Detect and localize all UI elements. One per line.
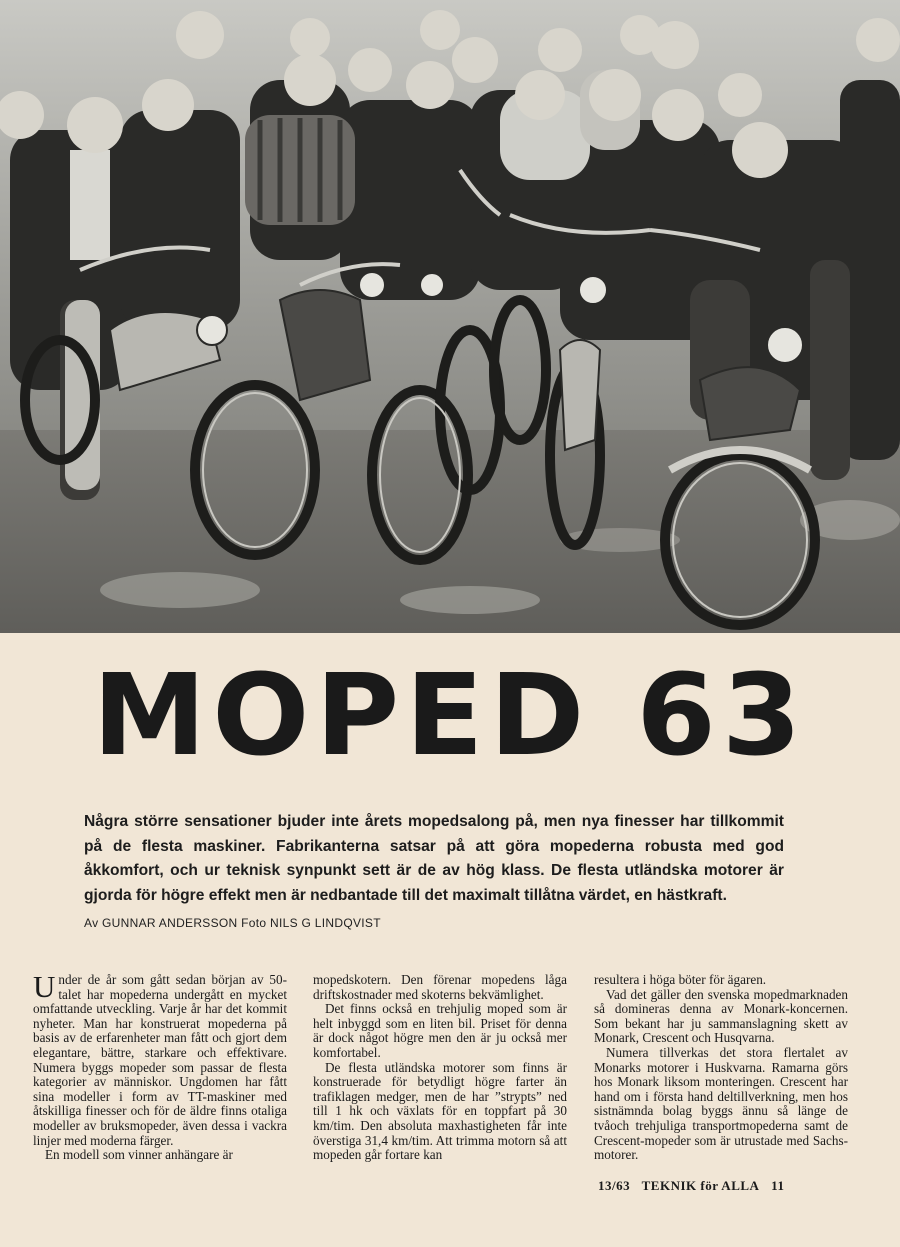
body-paragraph: Numera tillverkas det stora flertalet av Monarks motorer i Huskvarna. Ramarna görs hos Monark liksom monteringen. Crescent har hand om i första hand deltillverkning, men hos sistnämnda bolag byggs ännu så länge de tvåoch trehjuliga transportmopederna samt de Crescent-mopeder som är utrustade med Sachs-motorer. (594, 1044, 848, 1163)
page-number: 11 (771, 1178, 785, 1193)
body-paragraph: Vad det gäller den svenska mopedmarknaden så domineras denna av Monark-koncernen. Som bekant har ju sammanslagning skett av Monark, Crescent och Husqvarna. (594, 986, 848, 1046)
drop-cap: U (33, 969, 56, 1004)
byline-author: GUNNAR ANDERSSON (102, 916, 238, 930)
body-column-3 (594, 973, 848, 1163)
page-footer (598, 1178, 792, 1194)
article-title: MOPED 63 (92, 651, 808, 781)
body-paragraph: nder de år som gått sedan början av 50-talet har mopederna undergått en mycket omfattande utveckling. Varje år har det kommit nyheter. Man har konstruerat mopederna på basis av de erfarenheter man fått och gjort dem elegantare, bättre, starkare och effektivare. Numera byggs mopeder som passar de flesta kategorier av människor. Ungdomen har fått sina modeller i form av TT-maskiner med åtskilliga finesser och för de äldre finns otaliga modeller av bruksmopeder, även dessa i vackra linjer med moderna färger. (33, 972, 287, 1148)
body-paragraph: mopedskotern. Den förenar mopedens låga driftskostnader med skoterns bekvämlighet. (313, 972, 567, 1002)
body-paragraph: En modell som vinner anhängare är (45, 1147, 233, 1163)
body-columns (33, 969, 848, 1173)
byline-photographer: NILS G LINDQVIST (270, 916, 381, 930)
byline-av-label: Av (84, 916, 99, 930)
byline (84, 916, 381, 930)
issue-number: 13/63 (598, 1178, 631, 1193)
body-column-2 (313, 973, 567, 1163)
body-paragraph: resultera i höga böter för ägaren. (594, 972, 767, 987)
lead-paragraph: Några större sensationer bjuder inte årets mopedsalong på, men nya finesser har tillkommit på de flesta maskiner. Fabrikanterna satsar på att göra mopederna robusta med god åkkomfort, och ur teknisk synpunkt sett är de av hög klass. De flesta utländska motorer är gjorda för högre effekt men är nedbantade till det maximalt tillåtna värdet, en hästkraft. (84, 813, 784, 904)
byline-foto-label: Foto (241, 916, 267, 930)
body-paragraph: De flesta utländska motorer som finns är konstruerade för betydligt högre farter än trafiklagen medger, men de har ”strypts” ned till 1 hk och växlats för en toppfart på 30 km/tim. Den absoluta maxhastigheten får inte överstiga 31,4 km/tim. Att trimma motorn så att mopeden går fortare kan (313, 1059, 567, 1163)
body-column-1 (33, 969, 287, 1163)
magazine-name: TEKNIK för ALLA (641, 1178, 760, 1193)
body-paragraph: Det finns också en trehjulig moped som är helt inbyggd som en liten bil. Priset för denna är dock något högre men den är ju också mer komfortabel. (313, 1001, 567, 1060)
